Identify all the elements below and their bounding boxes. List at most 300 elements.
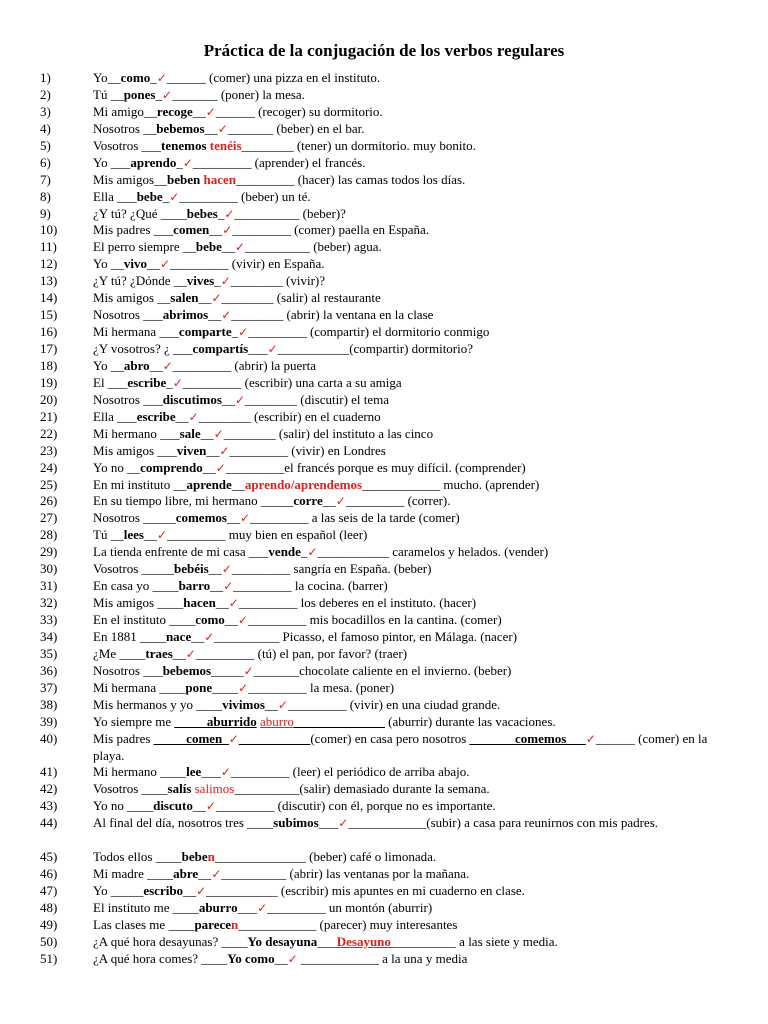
sentence-text: ____________ (parecer) muy interesantes bbox=[238, 916, 458, 932]
sentence-text: __________ Picasso, el famoso pintor, en Málaga. (nacer) bbox=[214, 628, 518, 644]
exercise-sentence bbox=[93, 409, 740, 426]
sentence-text: __ bbox=[191, 628, 205, 644]
sentence-text: ¿Y tú? ¿Qué ____ bbox=[93, 205, 187, 221]
exercise-sentence bbox=[93, 426, 740, 443]
answer-text: bebe bbox=[136, 188, 163, 204]
sentence-text: _________ (aprender) el francés. bbox=[192, 154, 366, 170]
sentence-text: Nosotros _____ bbox=[93, 510, 176, 526]
answer-text: comprendo bbox=[140, 459, 203, 475]
check-mark-icon: ✓ bbox=[162, 358, 173, 373]
check-mark-icon: ✓ bbox=[267, 342, 278, 356]
sentence-text: __ bbox=[200, 425, 214, 441]
exercise-number: 37) bbox=[40, 679, 58, 695]
exercise-row bbox=[40, 392, 740, 409]
sentence-text: ___________ bbox=[238, 730, 311, 746]
exercise-sentence bbox=[93, 561, 740, 578]
exercise-sentence bbox=[93, 629, 740, 646]
exercise-row bbox=[40, 764, 740, 781]
exercise-row bbox=[40, 121, 740, 138]
check-mark-icon: ✓ bbox=[239, 511, 251, 526]
sentence-text: _ bbox=[162, 188, 170, 204]
sentence-text: _________ los deberes en el instituto. (hacer) bbox=[238, 595, 477, 611]
check-mark-icon: ✓ bbox=[188, 409, 199, 424]
sentence-text: ________ (abrir) la ventana en la clase bbox=[231, 307, 434, 323]
answer-text: como bbox=[195, 612, 225, 627]
check-mark-icon: ✓ bbox=[234, 240, 245, 255]
sentence-text: __ bbox=[322, 493, 336, 509]
sentence-text: _____ bbox=[211, 662, 244, 678]
sentence-text: ¿Y tú? ¿Dónde __ bbox=[93, 273, 187, 289]
check-mark-icon: ✓ bbox=[243, 663, 254, 678]
exercise-row bbox=[40, 239, 740, 256]
answer-text: viven bbox=[176, 442, 207, 458]
exercise-sentence bbox=[93, 697, 740, 714]
exercise-sentence bbox=[93, 883, 740, 900]
check-mark-icon: ✓ bbox=[338, 816, 349, 831]
exercise-number: 38) bbox=[40, 696, 58, 712]
sentence-text: ____________(subir) a casa para reunirnos con mis padres. bbox=[348, 815, 659, 831]
exercise-number: 30) bbox=[40, 561, 58, 577]
sentence-text: ________ (escribir) en el cuaderno bbox=[198, 408, 381, 424]
answer-text: _____comen bbox=[153, 730, 223, 746]
sentence-text: _________ la cocina. (barrer) bbox=[233, 578, 388, 594]
exercise-row bbox=[40, 172, 740, 189]
sentence-text: Mi madre ____ bbox=[93, 866, 174, 882]
exercise-number: 43) bbox=[40, 798, 58, 814]
sentence-text: Mi hermano ____ bbox=[93, 764, 187, 780]
sentence-text: _________ (vivir) en España. bbox=[170, 256, 325, 272]
exercise-sentence bbox=[93, 460, 740, 477]
exercise-sentence bbox=[93, 934, 740, 951]
sentence-text: _______ (beber) en el bar. bbox=[227, 120, 365, 136]
exercise-sentence bbox=[93, 290, 740, 307]
exercise-row bbox=[40, 680, 740, 697]
sentence-text: ______________ bbox=[293, 713, 385, 729]
exercise-sentence bbox=[93, 917, 740, 934]
page-title: Práctica de la conjugación de los verbos regulares bbox=[203, 41, 565, 60]
exercise-sentence bbox=[93, 493, 740, 510]
sentence-text: En el instituto ____ bbox=[93, 612, 196, 627]
sentence-text: _________ (correr). bbox=[345, 493, 451, 509]
sentence-text: __ bbox=[208, 561, 222, 577]
exercise-row bbox=[40, 222, 740, 239]
exercise-row bbox=[40, 443, 740, 460]
correction-text: tenéis bbox=[209, 137, 242, 153]
sentence-text: Nosotros ___ bbox=[93, 307, 163, 323]
sentence-text: _ bbox=[217, 205, 225, 221]
exercise-sentence bbox=[93, 222, 740, 239]
exercise-sentence bbox=[93, 798, 740, 815]
exercise-row bbox=[40, 612, 740, 629]
sentence-text: __ bbox=[215, 595, 229, 611]
sentence-text: En su tiempo libre, mi hermano _____ bbox=[93, 493, 294, 509]
sentence-text: _________ sangría en España. (beber) bbox=[231, 561, 432, 577]
correction-text: aburro bbox=[259, 713, 294, 729]
check-mark-icon: ✓ bbox=[220, 765, 231, 780]
sentence-text: ____________ a la una y media bbox=[297, 950, 468, 966]
answer-text: abro bbox=[123, 357, 150, 373]
exercise-number: 24) bbox=[40, 459, 58, 475]
exercise-number: 8) bbox=[40, 188, 51, 204]
exercise-row bbox=[40, 70, 740, 87]
exercise-row bbox=[40, 358, 740, 375]
sentence-text: _ bbox=[214, 273, 221, 289]
sentence-text: __ bbox=[175, 408, 189, 424]
answer-text: subimos bbox=[273, 815, 319, 831]
exercise-row bbox=[40, 375, 740, 392]
check-mark-icon: ✓ bbox=[219, 443, 230, 458]
check-mark-icon: ✓ bbox=[156, 528, 167, 543]
exercise-sentence bbox=[93, 510, 740, 527]
correction-text: salimos bbox=[194, 781, 235, 797]
answer-text: bebes bbox=[186, 205, 218, 221]
exercise-number: 2) bbox=[40, 86, 51, 102]
sentence-text: ____________ mucho. (aprender) bbox=[362, 476, 540, 492]
correction-text: aprendo/aprendemos bbox=[244, 476, 363, 492]
exercise-row bbox=[40, 477, 740, 494]
sentence-text: _________ un montón (aburrir) bbox=[267, 899, 433, 915]
answer-text: _______comemos bbox=[469, 730, 567, 746]
sentence-text: __ bbox=[198, 290, 212, 306]
answer-text: como bbox=[120, 70, 151, 85]
sentence-text: _________ (hacer) las camas todos los días. bbox=[236, 171, 466, 187]
sentence-text: Mis hermanos y yo ____ bbox=[93, 696, 223, 712]
sentence-text: Al final del día, nosotros tres ____ bbox=[93, 815, 274, 831]
check-mark-icon: ✓ bbox=[307, 545, 318, 560]
exercise-number: 17) bbox=[40, 341, 58, 356]
sentence-text: __ bbox=[204, 120, 218, 136]
exercise-sentence bbox=[93, 392, 740, 409]
exercise-number: 26) bbox=[40, 493, 58, 509]
exercise-sentence bbox=[93, 731, 740, 765]
exercise-row bbox=[40, 561, 740, 578]
exercise-sentence bbox=[93, 578, 740, 595]
sentence-text: ___ bbox=[566, 730, 586, 746]
sentence-text: __________ (beber) agua. bbox=[244, 239, 382, 255]
check-mark-icon: ✓ bbox=[156, 71, 167, 85]
sentence-text: __ bbox=[226, 510, 240, 526]
exercise-row bbox=[40, 409, 740, 426]
check-mark-icon: ✓ bbox=[228, 731, 239, 746]
sentence-text: _________ muy bien en español (leer) bbox=[166, 527, 368, 543]
sentence-text: _________ (compartir) el dormitorio conmigo bbox=[248, 324, 490, 340]
sentence-text: Mis padres bbox=[93, 730, 154, 746]
sentence-text: Yo__ bbox=[93, 70, 121, 85]
answer-text: compartís bbox=[192, 341, 249, 356]
exercise-row bbox=[40, 595, 740, 612]
sentence-text: __ bbox=[264, 696, 278, 712]
exercise-row bbox=[40, 663, 740, 680]
exercise-number: 33) bbox=[40, 612, 58, 627]
sentence-text: Vosotros ___ bbox=[93, 137, 162, 153]
check-mark-icon: ✓ bbox=[237, 613, 248, 627]
exercise-number: 22) bbox=[40, 425, 58, 441]
sentence-text: La tienda enfrente de mi casa ___ bbox=[93, 544, 269, 560]
exercise-sentence bbox=[93, 307, 740, 324]
sentence-text: ___ bbox=[317, 933, 337, 949]
exercise-number: 11) bbox=[40, 239, 57, 255]
answer-text: vives bbox=[186, 273, 215, 289]
sentence-text: ____ bbox=[212, 679, 239, 695]
exercise-number: 42) bbox=[40, 781, 58, 797]
exercise-number: 46) bbox=[40, 866, 58, 882]
exercise-row bbox=[40, 256, 740, 273]
sentence-text: __________ (abrir) las ventanas por la mañana. bbox=[221, 866, 470, 882]
correction-text: hacen bbox=[203, 171, 237, 187]
check-mark-icon: ✓ bbox=[221, 308, 232, 323]
check-mark-icon: ✓ bbox=[162, 87, 173, 102]
sentence-text: ___ bbox=[318, 815, 339, 831]
check-mark-icon: ✓ bbox=[238, 680, 249, 695]
check-mark-icon: ✓ bbox=[228, 596, 239, 611]
exercise-sentence bbox=[93, 206, 740, 223]
exercise-number: 21) bbox=[40, 408, 58, 424]
exercise-number: 5) bbox=[40, 137, 51, 153]
check-mark-icon: ✓ bbox=[224, 206, 235, 221]
answer-text: beben bbox=[167, 171, 201, 187]
sentence-text: (comer) en casa pero nosotros bbox=[310, 730, 470, 746]
exercise-number: 9) bbox=[40, 205, 51, 221]
sentence-text: _________ (beber) un té. bbox=[179, 188, 311, 204]
exercise-sentence bbox=[93, 680, 740, 697]
exercise-number: 14) bbox=[40, 290, 58, 306]
sentence-text: _ bbox=[231, 324, 239, 340]
exercise-row bbox=[40, 951, 740, 968]
sentence-text: __ bbox=[221, 239, 235, 255]
exercise-number: 7) bbox=[40, 171, 51, 187]
sentence-text: __ bbox=[210, 578, 224, 594]
sentence-text: Yo _____ bbox=[93, 883, 144, 899]
exercise-row bbox=[40, 493, 740, 510]
sentence-text: Nosotros ___ bbox=[93, 391, 163, 407]
answer-text: comemos bbox=[175, 510, 227, 526]
check-mark-icon: ✓ bbox=[238, 325, 249, 340]
check-mark-icon: ✓ bbox=[287, 951, 298, 966]
exercise-row bbox=[40, 290, 740, 307]
check-mark-icon: ✓ bbox=[234, 392, 245, 407]
sentence-text: _________ (leer) el periódico de arriba abajo. bbox=[230, 764, 470, 780]
sentence-text: ________ (tener) un dormitorio. muy bonito. bbox=[241, 137, 476, 153]
exercise-sentence bbox=[93, 239, 740, 256]
check-mark-icon: ✓ bbox=[221, 562, 232, 577]
sentence-text: __ bbox=[143, 527, 157, 543]
answer-text: bebe bbox=[195, 239, 222, 255]
exercise-row bbox=[40, 104, 740, 121]
sentence-text: En casa yo ____ bbox=[93, 578, 179, 594]
sentence-text: ________ (vivir)? bbox=[230, 273, 325, 289]
sentence-text: __ bbox=[172, 645, 186, 661]
sentence-text: __________ a las siete y media. bbox=[390, 933, 558, 949]
exercise-row bbox=[40, 731, 740, 765]
exercise-row bbox=[40, 714, 740, 731]
exercise-row bbox=[40, 781, 740, 798]
sentence-text: __ bbox=[221, 391, 235, 407]
exercise-sentence bbox=[93, 273, 740, 290]
exercise-number: 18) bbox=[40, 357, 58, 373]
check-mark-icon: ✓ bbox=[585, 731, 596, 746]
sentence-text: El ___ bbox=[93, 374, 128, 390]
sentence-text: __ bbox=[274, 950, 288, 966]
answer-text: bebéis bbox=[174, 561, 209, 577]
exercise-row bbox=[40, 87, 740, 104]
exercise-number: 23) bbox=[40, 442, 58, 458]
sentence-text: _________ (tú) el pan, por favor? (traer) bbox=[195, 645, 408, 661]
sentence-text: Mis amigos ____ bbox=[93, 595, 184, 611]
sentence-text: _________ mis bocadillos en la cantina. (comer) bbox=[247, 612, 502, 627]
exercise-sentence bbox=[93, 341, 740, 358]
sentence-text: Yo no ____ bbox=[93, 798, 154, 814]
exercise-number: 41) bbox=[40, 764, 58, 780]
exercise-sentence bbox=[93, 663, 740, 680]
exercise-row bbox=[40, 629, 740, 646]
exercise-sentence bbox=[93, 764, 740, 781]
exercise-row bbox=[40, 426, 740, 443]
answer-text: discutimos bbox=[162, 391, 222, 407]
sentence-text: _________ (abrir) la puerta bbox=[172, 357, 316, 373]
answer-text: barro bbox=[178, 578, 211, 594]
exercise-number: 29) bbox=[40, 544, 58, 560]
exercise-number: 35) bbox=[40, 645, 58, 661]
check-mark-icon: ✓ bbox=[335, 494, 346, 509]
answer-text: escribe bbox=[136, 408, 176, 424]
sentence-text: Mis amigos__ bbox=[93, 171, 168, 187]
answer-text: abre bbox=[173, 866, 199, 882]
sentence-text: ¿A qué hora desayunas? ____ bbox=[93, 933, 248, 949]
answer-text: escribo bbox=[143, 883, 184, 899]
sentence-text: Nosotros __ bbox=[93, 120, 157, 136]
exercise-sentence bbox=[93, 866, 740, 883]
check-mark-icon: ✓ bbox=[196, 884, 207, 899]
exercise-sentence bbox=[93, 477, 740, 494]
check-mark-icon: ✓ bbox=[204, 629, 215, 644]
sentence-text: ______ (comer) una pizza en el instituto. bbox=[166, 70, 381, 85]
exercise-sentence bbox=[93, 815, 740, 832]
answer-text: bebemos bbox=[162, 662, 212, 678]
sentence-text: __ bbox=[146, 256, 160, 272]
sentence-text: _ bbox=[155, 86, 162, 102]
exercise-row bbox=[40, 900, 740, 917]
answer-text: aprende bbox=[186, 476, 232, 492]
exercise-sentence bbox=[93, 714, 740, 731]
check-mark-icon: ✓ bbox=[205, 799, 216, 814]
exercise-number: 6) bbox=[40, 154, 51, 170]
exercise-row bbox=[40, 798, 740, 815]
sentence-text: Yo __ bbox=[93, 357, 124, 373]
answer-text: nace bbox=[165, 628, 192, 644]
sentence-text: __ bbox=[198, 866, 212, 882]
exercise-number: 40) bbox=[40, 730, 58, 746]
exercise-sentence bbox=[93, 443, 740, 460]
sentence-text: En mi instituto __ bbox=[93, 476, 187, 492]
sentence-text: Yo siempre me bbox=[93, 713, 175, 729]
sentence-text: ___ bbox=[201, 764, 221, 780]
exercise-sentence bbox=[93, 172, 740, 189]
exercise-sentence bbox=[93, 595, 740, 612]
exercise-row bbox=[40, 155, 740, 172]
sentence-text: __________(salir) demasiado durante la semana. bbox=[234, 781, 490, 797]
check-mark-icon: ✓ bbox=[172, 375, 183, 390]
answer-text: Yo como bbox=[227, 950, 275, 966]
sentence-text: ___________ caramelos y helados. (vender) bbox=[317, 544, 549, 560]
sentence-text: __ bbox=[231, 476, 245, 492]
check-mark-icon: ✓ bbox=[211, 291, 222, 306]
exercise-row bbox=[40, 527, 740, 544]
sentence-text: __ bbox=[209, 222, 223, 238]
exercise-row bbox=[40, 460, 740, 477]
sentence-text: ________ (salir) al restaurante bbox=[221, 290, 381, 306]
sentence-text: _________el francés porque es muy difícil. (comprender) bbox=[225, 459, 526, 475]
answer-text: aburro bbox=[198, 899, 238, 915]
exercise-row bbox=[40, 815, 740, 849]
check-mark-icon: ✓ bbox=[220, 274, 231, 289]
sentence-text: _ bbox=[150, 70, 157, 85]
sentence-text: _________ a las seis de la tarde (comer) bbox=[250, 510, 460, 526]
sentence-text: ______ (recoger) su dormitorio. bbox=[215, 103, 383, 119]
sentence-text: _______ (poner) la mesa. bbox=[172, 86, 305, 102]
sentence-text: _ bbox=[176, 154, 183, 170]
exercise-row bbox=[40, 206, 740, 223]
exercise-sentence bbox=[93, 900, 740, 917]
sentence-text: __ bbox=[192, 103, 206, 119]
exercise-row bbox=[40, 849, 740, 866]
sentence-text: ______ (comer) en la playa. bbox=[93, 730, 708, 763]
exercise-number: 15) bbox=[40, 307, 58, 323]
exercise-sentence bbox=[93, 324, 740, 341]
sentence-text: ________ (discutir) el tema bbox=[245, 391, 390, 407]
answer-text: sale bbox=[179, 425, 201, 441]
exercise-number: 12) bbox=[40, 256, 58, 272]
answer-text: parece bbox=[194, 916, 232, 932]
answer-text: vende bbox=[268, 544, 301, 560]
exercise-sentence bbox=[93, 849, 740, 866]
exercise-row bbox=[40, 273, 740, 290]
exercise-number: 49) bbox=[40, 916, 58, 932]
sentence-text: Vosotros ____ bbox=[93, 781, 168, 797]
exercise-sentence bbox=[93, 104, 740, 121]
exercise-number: 27) bbox=[40, 510, 58, 526]
check-mark-icon: ✓ bbox=[222, 223, 233, 238]
exercise-row bbox=[40, 866, 740, 883]
check-mark-icon: ✓ bbox=[159, 257, 171, 272]
answer-text: comparte bbox=[178, 324, 232, 340]
exercise-row bbox=[40, 138, 740, 155]
exercise-number: 4) bbox=[40, 120, 51, 136]
check-mark-icon: ✓ bbox=[185, 646, 196, 661]
exercise-row bbox=[40, 883, 740, 900]
exercise-row bbox=[40, 646, 740, 663]
exercise-number: 16) bbox=[40, 324, 58, 340]
sentence-text: Nosotros ___ bbox=[93, 662, 163, 678]
sentence-text: __ bbox=[183, 883, 197, 899]
exercise-sentence bbox=[93, 256, 740, 273]
answer-text: bebe bbox=[181, 849, 208, 865]
exercise-number: 32) bbox=[40, 595, 58, 611]
exercise-sentence bbox=[93, 646, 740, 663]
sentence-text: Mi hermano ___ bbox=[93, 425, 180, 441]
sentence-text: Yo no __ bbox=[93, 459, 141, 475]
sentence-text: _ bbox=[300, 544, 308, 560]
check-mark-icon: ✓ bbox=[215, 460, 226, 475]
answer-text: salís bbox=[167, 781, 192, 797]
sentence-text: ¿Y vosotros? ¿ ___ bbox=[93, 341, 193, 356]
correction-text: n bbox=[231, 916, 239, 932]
sentence-text: ______________ (beber) café o limonada. bbox=[214, 849, 437, 865]
exercise-sentence bbox=[93, 527, 740, 544]
answer-text: traes bbox=[145, 645, 173, 661]
exercise-number: 20) bbox=[40, 391, 58, 407]
sentence-text: Mis amigos ___ bbox=[93, 442, 177, 458]
correction-text: n bbox=[207, 849, 215, 865]
